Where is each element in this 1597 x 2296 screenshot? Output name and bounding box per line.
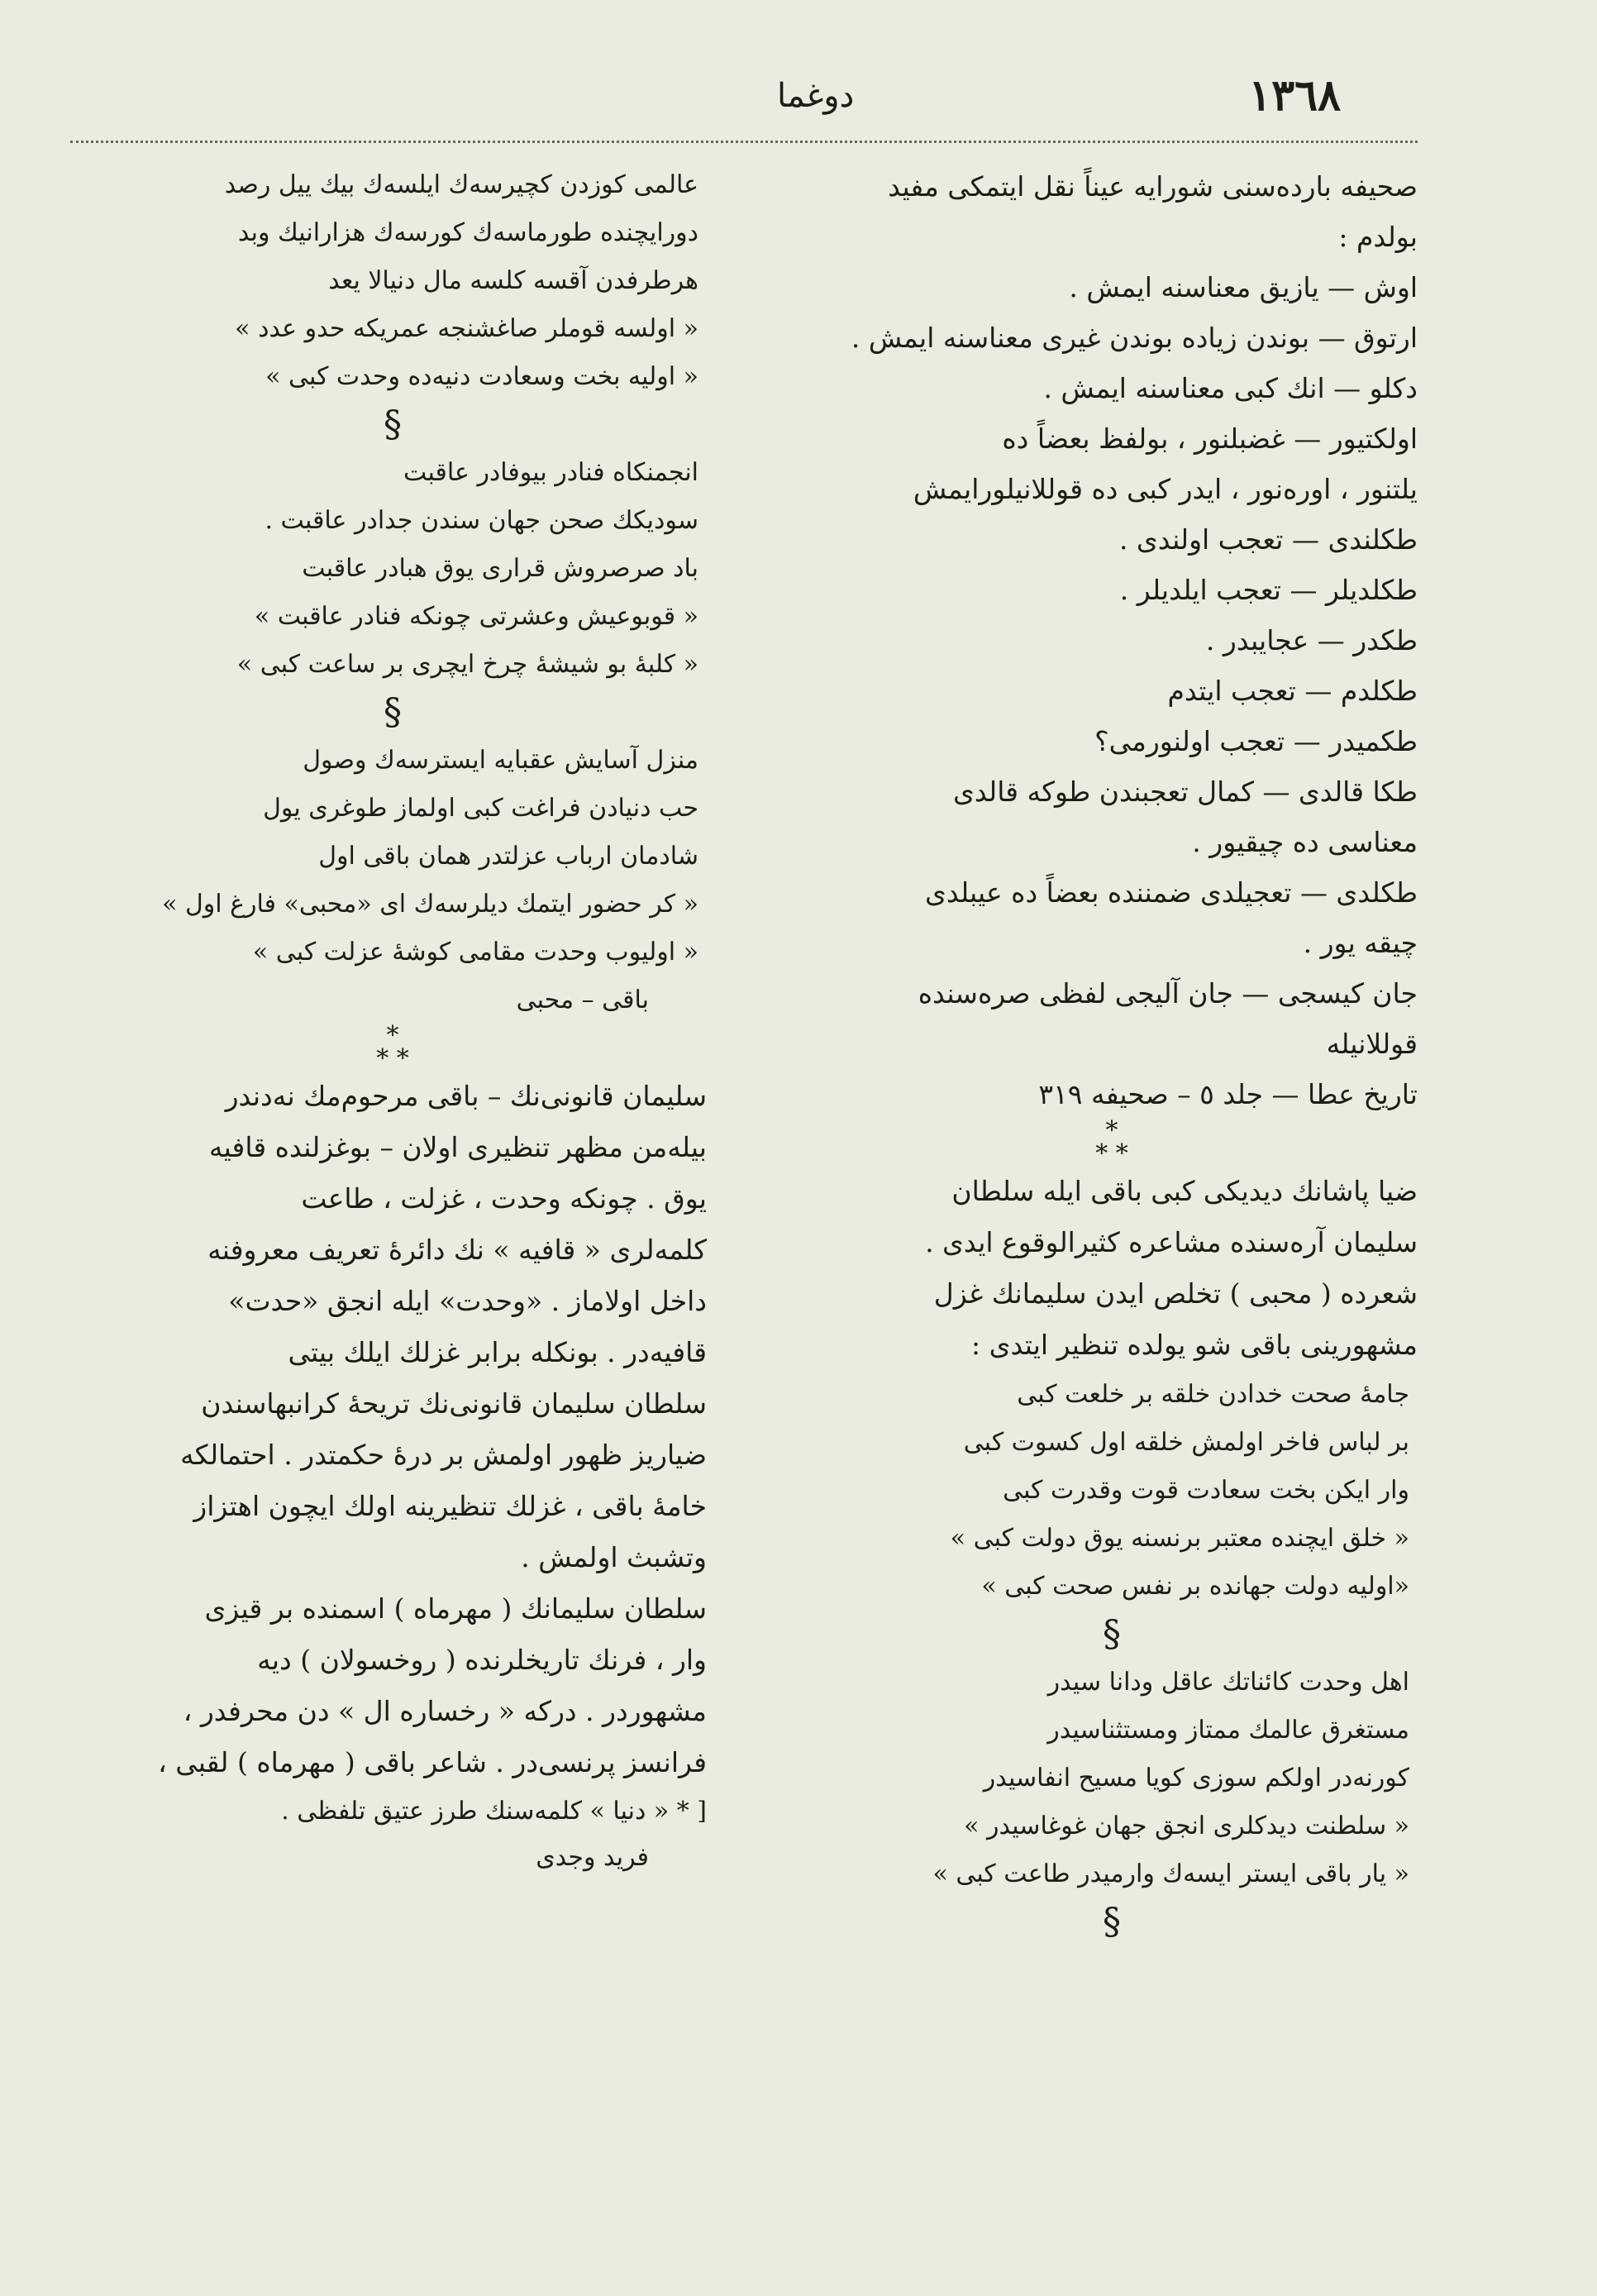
glossary-line: اوش — یازیق معناسنه ایمش .: [1069, 271, 1418, 303]
text-line: یوق . چونکه وحدت ، غزلت ، طاعت: [301, 1182, 707, 1215]
glossary-line: قوللانیله: [1326, 1028, 1418, 1060]
page-header: [66, 70, 1531, 136]
verse-line: «اولیه دولت جهانده بر نفس صحت کبی »: [981, 1572, 1409, 1601]
glossary-line: یلتنور ، اوره‌نور ، ایدر کبی ده قوللانیلورایمش: [913, 473, 1418, 505]
verse-line: « قوبوعیش وعشرتی چونکه فنادر عاقبت »: [254, 602, 698, 631]
verse-line: وار ایکن بخت سعادت قوت وقدرت کبی: [1003, 1476, 1409, 1505]
verse-line: منزل آسایش عقبایه ایسترسه‌ك وصول: [303, 746, 698, 775]
right-column: [806, 161, 1418, 1946]
asterism: * *: [1095, 1139, 1128, 1168]
footnote-author: فرید وجدی: [536, 1843, 649, 1872]
verse-line: دورایچنده طورماسه‌ك کورسه‌ك هزارانیك وبد: [237, 218, 698, 247]
text-line: فرانسز پرنسی‌در . شاعر باقی ( مهرماه ) لقبی ،: [158, 1746, 707, 1778]
verse-line: باد صرصروش قراری یوق هبادر عاقبت: [302, 554, 698, 583]
section-sign: §: [1103, 1901, 1121, 1943]
glossary-line: طکمیدر — تعجب اولنورمی؟: [1094, 725, 1418, 757]
verse-line: مستغرق عالمك ممتاز ومستثناسیدر: [1047, 1716, 1409, 1745]
section-sign: §: [384, 403, 402, 446]
verse-line: « اولیوب وحدت مقامی کوشهٔ عزلت کبی »: [252, 938, 698, 967]
verse-line: « خلق ایچنده معتبر برنسنه یوق دولت کبی »: [950, 1524, 1409, 1553]
text-line: بیله‌من مظهر تنظیری اولان – بوغزلنده قافیه: [208, 1131, 707, 1163]
glossary-line: جان کیسجی — جان آلیجی لفظی صره‌سنده: [918, 977, 1418, 1010]
text-line: صحيفه بارده‌سنی شورایه عیناً نقل ایتمکی مفید: [888, 170, 1418, 203]
glossary-line: اولکتیور — غضبلنور ، بولفظ بعضاً ده: [1002, 422, 1418, 455]
section-sign: §: [384, 691, 402, 733]
text-line: داخل اولاماز . «وحدت» ایله انجق «حدت»: [228, 1285, 707, 1317]
glossary-line: طکا قالدی — کمال تعجبندن طوکه قالدی: [953, 776, 1418, 808]
text-line: شعرده ( محبی ) تخلص ایدن سلیمانك غزل: [933, 1277, 1418, 1310]
verse-line: « سلطنت دیدکلری انجق جهان غوغاسیدر »: [964, 1812, 1409, 1840]
left-column: [79, 161, 707, 1881]
asterism: *: [1105, 1116, 1118, 1145]
text-line: وار ، فرنك تاریخلرنده ( روخسولان ) دیه: [257, 1644, 707, 1676]
verse-line: کورنه‌در اولکم سوزی کویا مسیح انفاسیدر: [983, 1764, 1409, 1792]
glossary-line: چیقه یور .: [1303, 927, 1418, 959]
text-line: مشهورینی باقی شو یولده تنظیر ایتدی :: [971, 1329, 1418, 1361]
text-line: سلیمان قانونی‌نك – باقی مرحوم‌مك نه‌دندر: [225, 1080, 707, 1112]
page-number: ١٣٦٨: [1248, 70, 1341, 121]
text-line: بولدم :: [1338, 221, 1418, 253]
glossary-line: ارتوق — بوندن زیاده بوندن غیری معناسنه ایمش .: [851, 322, 1418, 354]
text-line: ضیا پاشانك دیدیکی کبی باقی ایله سلطان: [951, 1175, 1418, 1207]
glossary-line: معناسی ده چیقیور .: [1192, 826, 1418, 858]
asterism: * *: [376, 1044, 409, 1073]
text-line: سلطان سلیمانك ( مهرماه ) اسمنده بر قیزی: [204, 1592, 707, 1625]
running-head: دوغما: [777, 77, 855, 115]
text-line: ضیاریز ظهور اولمش بر درهٔ حکمتدر . احتمالکه: [180, 1439, 707, 1471]
section-sign: §: [1103, 1613, 1121, 1655]
text-line: مشهوردر . درکه « رخساره ال » دن محرفدر ،: [183, 1695, 707, 1727]
verse-line: « کر حضور ایتمك دیلرسه‌ك ای «محبی» فارغ اول »: [162, 890, 698, 919]
verse-line: بر لباس فاخر اولمش خلقه اول کسوت کبی: [963, 1428, 1409, 1457]
verse-line: جامهٔ صحت خدادن خلقه بر خلعت کبی: [1017, 1380, 1409, 1409]
verse-line: هرطرفدن آقسه کلسه مال دنیالا یعد: [328, 266, 698, 295]
footnote: [ * « دنیا » کلمه‌سنك طرز عتیق تلفظی .: [281, 1797, 707, 1826]
header-rule: [70, 141, 1418, 143]
verse-line: « اولیه بخت وسعادت دنیه‌ده وحدت کبی »: [265, 362, 698, 391]
glossary-line: دکلو — انك کبی معناسنه ایمش .: [1043, 372, 1418, 404]
verse-line: انجمنکاه فنادر بیوفادر عاقبت: [403, 458, 698, 487]
verse-line: « کلبهٔ بو شیشهٔ چرخ ایچری بر ساعت کبی »: [236, 650, 698, 679]
verse-line: اهل وحدت کائناتك عاقل ودانا سیدر: [1047, 1668, 1409, 1697]
verse-line: حب دنیادن فراغت کبی اولماز طوغری یول: [263, 794, 698, 823]
verse-line: عالمی کوزدن کچیرسه‌ك ایلسه‌ك بیك ییل رصد: [224, 170, 698, 199]
asterism: *: [386, 1021, 399, 1050]
text-line: قافیه‌در . بونکله برابر غزلك ایلك بیتی: [288, 1336, 707, 1368]
text-line: سلطان سلیمان قانونی‌نك تریحهٔ کرانبهاسندن: [201, 1387, 707, 1420]
glossary-line: تاریخ عطا — جلد ٥ – صحیفه ٣١٩: [1038, 1078, 1418, 1110]
verse-line: شادمان ارباب عزلتدر همان باقی اول: [318, 842, 698, 871]
glossary-line: طکلدم — تعجب ایتدم: [1167, 675, 1418, 707]
text-line: سلیمان آره‌سنده مشاعره کثیرالوقوع ایدی .: [925, 1226, 1418, 1258]
poem-signature: باقی – محبی: [516, 986, 649, 1014]
glossary-line: طکدر — عجایبدر .: [1205, 624, 1418, 656]
glossary-line: طکلندی — تعجب اولندی .: [1118, 523, 1418, 556]
text-line: خامهٔ باقی ، غزلك تنظیرینه اولك ایچون اهتزاز: [193, 1490, 707, 1522]
glossary-line: طکلدیلر — تعجب ایلدیلر .: [1119, 574, 1418, 606]
verse-line: « اولسه قوملر صاغشنجه عمریکه حدو عدد »: [235, 314, 698, 343]
glossary-line: طکلدی — تعجیلدی ضمننده بعضاً ده عیبلدی: [924, 876, 1418, 909]
verse-line: سودیکك صحن جهان سندن جدادر عاقبت .: [265, 506, 698, 535]
text-line: وتشبث اولمش .: [521, 1541, 707, 1573]
verse-line: « یار باقی ایستر ایسه‌ك وارمیدر طاعت کبی »: [932, 1859, 1409, 1888]
text-line: کلمه‌لری « قافیه » نك دائرهٔ تعریف معروفنه: [207, 1234, 707, 1266]
